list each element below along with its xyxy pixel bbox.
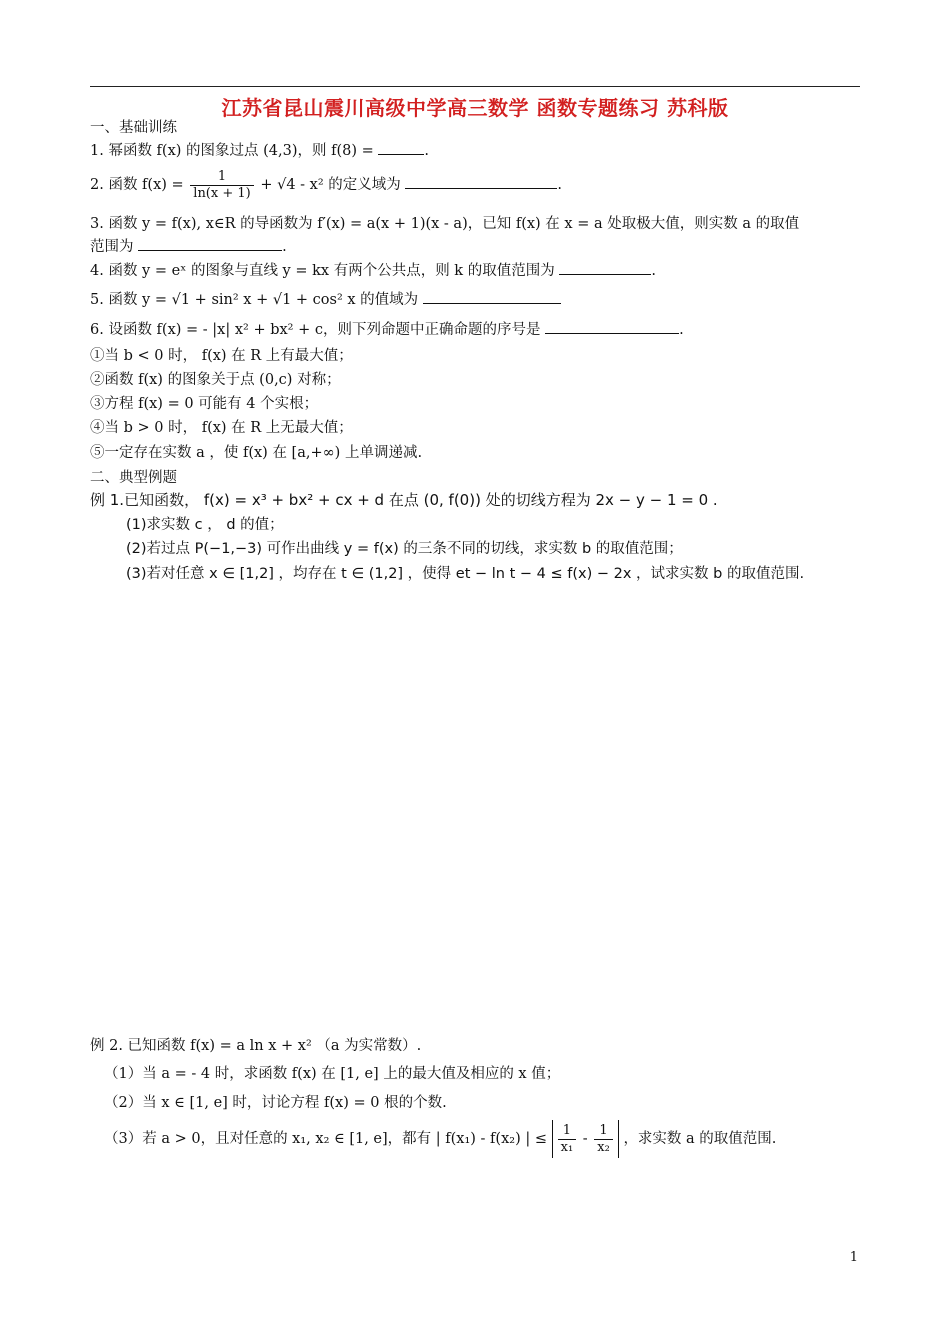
example-2-part-3 <box>104 1120 776 1158</box>
question-5-text: 5. 函数 y = √1 + sin² x + √1 + cos² x 的值域为 <box>90 292 419 308</box>
example-2-part-3-suffix: ，求实数 a 的取值范围. <box>623 1131 777 1147</box>
answer-blank <box>138 236 282 251</box>
question-1: 1. 幂函数 f(x) 的图象过点 (4,3)，则 f(8) = . <box>90 140 429 161</box>
header-rule <box>90 86 860 87</box>
option-4: ④当 b > 0 时， f(x) 在 R 上无最大值； <box>90 420 353 436</box>
fraction-denominator: x₁ <box>560 1139 574 1155</box>
question-1-text: 1. 幂函数 f(x) 的图象过点 (4,3)，则 f(8) = <box>90 143 374 159</box>
example-1-part-2: (2)若过点 P(−1,−3) 可作出曲线 y = f(x) 的三条不同的切线，求实数 b 的取值范围； <box>126 541 683 557</box>
example-2-part-3-prefix: （3）若 a > 0，且对任意的 x₁, x₂ ∈ [1, e]，都有 | f(x₁) - f(x₂) | ≤ <box>104 1131 547 1147</box>
answer-blank <box>378 140 424 155</box>
question-3-line-2: 范围为 . <box>90 236 287 257</box>
question-4-text: 4. 函数 y = eˣ 的图象与直线 y = kx 有两个公共点，则 k 的取值范围为 <box>90 263 555 279</box>
question-3-text: 范围为 <box>90 239 134 255</box>
section-heading-examples: 二、典型例题 <box>90 470 177 486</box>
option-1: ①当 b < 0 时， f(x) 在 R 上有最大值； <box>90 348 353 364</box>
example-2-part-2: （2）当 x ∈ [1, e] 时，讨论方程 f(x) = 0 根的个数. <box>104 1095 447 1111</box>
question-3-line-1: 3. 函数 y = f(x), x∈R 的导函数为 f′(x) = a(x + 1)(x - a)，已知 f(x) 在 x = a 处取极大值，则实数 a 的取值 <box>90 216 800 232</box>
question-2-prefix: 2. 函数 f(x) = <box>90 177 184 193</box>
answer-blank <box>423 289 561 304</box>
absolute-value-bars <box>552 1120 619 1158</box>
option-2: ②函数 f(x) 的图象关于点 (0,c) 对称； <box>90 372 341 388</box>
example-1-statement: 例 1.已知函数， f(x) = x³ + bx² + cx + d 在点 (0, f(0)) 处的切线方程为 2x − y − 1 = 0 . <box>90 491 718 509</box>
fraction-numerator: 1 <box>190 169 253 186</box>
fraction-one-over-x1 <box>558 1123 577 1156</box>
answer-blank <box>405 174 557 189</box>
fraction-numerator: 1 <box>558 1123 577 1140</box>
answer-blank <box>545 319 679 334</box>
document-title: 江苏省昆山震川高级中学高三数学 函数专题练习 苏科版 <box>221 96 729 120</box>
example-2-statement: 例 2. 已知函数 f(x) = a ln x + x² （a 为实常数）. <box>90 1038 422 1054</box>
question-4: 4. 函数 y = eˣ 的图象与直线 y = kx 有两个公共点，则 k 的取值范围为 . <box>90 260 656 281</box>
minus-sign: - <box>582 1131 588 1147</box>
fraction-denominator: ln(x + 1) <box>193 185 251 201</box>
fraction-one-over-x2 <box>594 1123 613 1156</box>
section-heading-basic: 一、基础训练 <box>90 120 177 136</box>
fraction-numerator: 1 <box>594 1123 613 1140</box>
question-6: 6. 设函数 f(x) = - |x| x² + bx² + c，则下列命题中正确命题的序号是 . <box>90 319 684 340</box>
question-5 <box>90 289 561 310</box>
fraction-denominator: x₂ <box>597 1139 610 1155</box>
example-1-part-3: (3)若对任意 x ∈ [1,2] ，均存在 t ∈ (1,2] ，使得 et − ln t − 4 ≤ f(x) − 2x ，试求实数 b 的取值范围. <box>126 566 805 582</box>
question-2: 2. 函数 f(x) = $\frac{1}{\ln(x + 1)}$ + √4 - x² 的定义域为 . <box>90 168 562 201</box>
answer-blank <box>559 260 651 275</box>
question-6-text: 6. 设函数 f(x) = - |x| x² + bx² + c，则下列命题中正确命题的序号是 <box>90 322 541 338</box>
option-3: ③方程 f(x) = 0 可能有 4 个实根； <box>90 396 319 412</box>
question-2-fraction <box>190 169 253 202</box>
example-1-part-1: (1)求实数 c ， d 的值； <box>126 517 284 533</box>
example-2-part-1: （1）当 a = - 4 时，求函数 f(x) 在 [1, e] 上的最大值及相应的 x 值； <box>104 1066 561 1082</box>
page-number: 1 <box>849 1250 858 1265</box>
question-2-suffix: + √4 - x² 的定义域为 <box>260 177 401 193</box>
option-5: ⑤一定存在实数 a ，使 f(x) 在 [a,+∞) 上单调递减. <box>90 445 423 461</box>
